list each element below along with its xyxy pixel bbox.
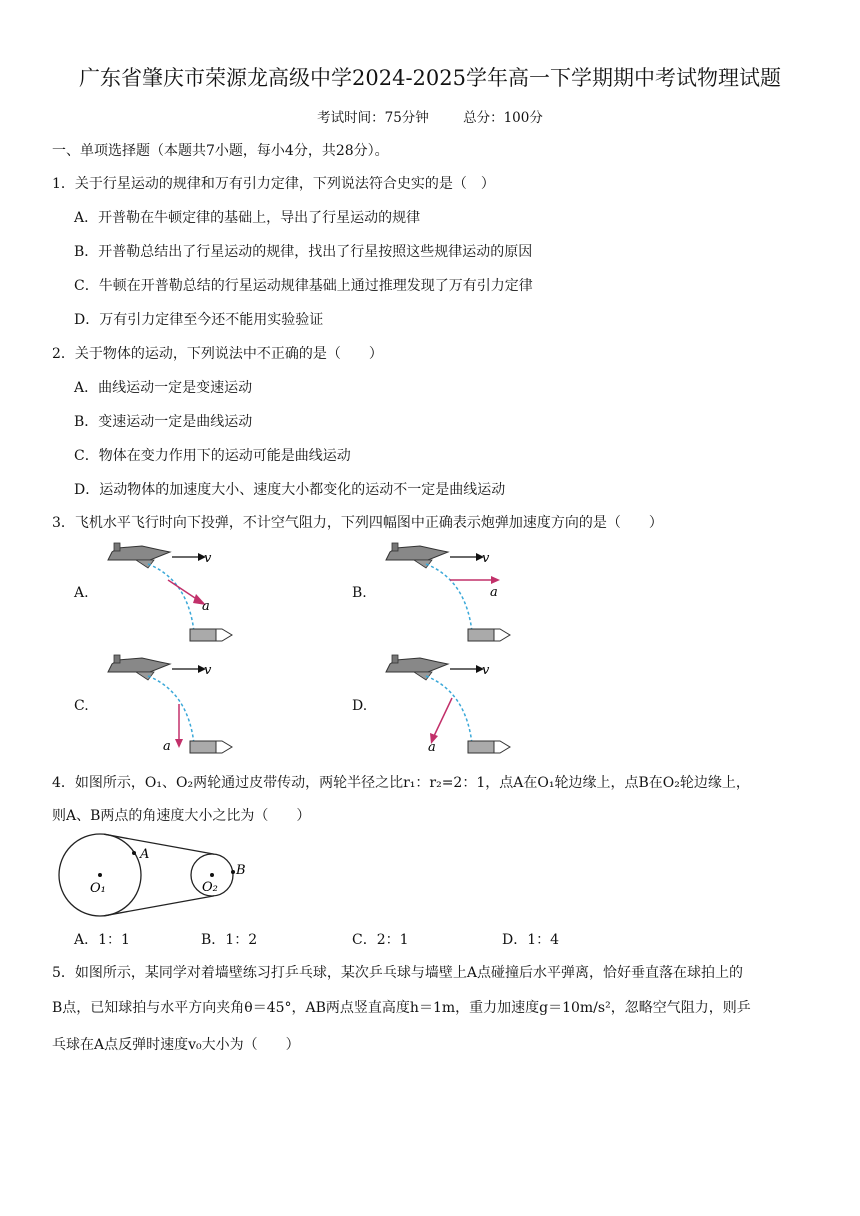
label-a: A: [140, 847, 150, 862]
acceleration-label: a: [428, 740, 436, 755]
q4-option-d: D．1：4: [502, 932, 560, 948]
q3-figure-d: [378, 652, 518, 762]
acceleration-label: a: [163, 739, 171, 754]
belt-bottom: [104, 896, 214, 916]
velocity-label: v: [204, 551, 212, 566]
q5-line2: B点，已知球拍与水平方向夹角θ＝45°，AB两点竖直高度h＝1m，重力加速度g＝10m/s²，忽略空气阻力，则乒: [52, 1000, 751, 1016]
belt-top: [104, 834, 214, 854]
q1-option-c: C．牛顿在开普勒总结的行星运动规律基础上通过推理发现了万有引力定律: [74, 278, 533, 294]
label-o1: O₁: [90, 881, 106, 896]
q2-stem: 2．关于物体的运动，下列说法中不正确的是（ ）: [52, 346, 383, 362]
page-title: 广东省肇庆市荣源龙高级中学2024-2025学年高一下学期期中考试物理试题: [79, 66, 781, 90]
q3-label-d: D.: [352, 698, 368, 714]
trajectory-curve: [148, 676, 194, 744]
acceleration-label: a: [490, 585, 498, 600]
velocity-label: v: [482, 551, 490, 566]
q2-option-d: D．运动物体的加速度大小、速度大小都变化的运动不一定是曲线运动: [74, 482, 506, 498]
q3-figure-b: [378, 540, 518, 650]
q2-option-b: B．变速运动一定是曲线运动: [74, 414, 253, 430]
q4-option-a: A．1：1: [74, 932, 130, 948]
q4-option-b: B．1：2: [201, 932, 258, 948]
q5-line1: 5．如图所示，某同学对着墙壁练习打乒乓球，某次乒乓球与墙壁上A点碰撞后水平弹离，恰好垂直落在球拍上的: [52, 965, 744, 981]
trajectory-curve: [148, 564, 194, 632]
section-heading: 一、单项选择题（本题共7小题，每小4分，共28分）。: [52, 143, 389, 159]
bomb-icon: [190, 741, 232, 753]
q4-stem-line2: 则A、B两点的角速度大小之比为（ ）: [52, 808, 311, 824]
q4-belt-figure: [52, 828, 262, 923]
bomb-icon: [190, 629, 232, 641]
label-o2: O₂: [202, 880, 218, 895]
exam-time: 考试时间：75分钟: [317, 110, 429, 126]
q3-figure-a: [100, 540, 240, 650]
q1-option-b: B．开普勒总结出了行星运动的规律，找出了行星按照这些规律运动的原因: [74, 244, 533, 260]
airplane-icon: [386, 543, 448, 568]
q3-label-a: A.: [74, 585, 89, 601]
q1-option-d: D．万有引力定律至今还不能用实验验证: [74, 312, 324, 328]
bomb-icon: [468, 629, 510, 641]
q1-option-a: A．开普勒在牛顿定律的基础上，导出了行星运动的规律: [74, 210, 421, 226]
airplane-icon: [108, 655, 170, 680]
trajectory-curve: [426, 564, 472, 632]
q3-label-b: B.: [352, 585, 367, 601]
q2-option-a: A．曲线运动一定是变速运动: [74, 380, 253, 396]
label-b: B: [236, 863, 246, 878]
acceleration-arrow: [168, 580, 198, 600]
q4-option-c: C．2：1: [352, 932, 409, 948]
exam-score: 总分：100分: [463, 110, 543, 126]
acceleration-arrow: [434, 698, 452, 736]
velocity-label: v: [482, 663, 490, 678]
airplane-icon: [386, 655, 448, 680]
q1-stem: 1．关于行星运动的规律和万有引力定律，下列说法符合史实的是（ ）: [52, 176, 495, 192]
q5-line3: 乓球在A点反弹时速度v₀大小为（ ）: [52, 1037, 300, 1053]
trajectory-curve: [426, 676, 472, 744]
q3-label-c: C.: [74, 698, 89, 714]
q2-option-c: C．物体在变力作用下的运动可能是曲线运动: [74, 448, 351, 464]
q3-figure-c: [100, 652, 240, 762]
point-a: [132, 851, 136, 855]
exam-info: [0, 106, 860, 126]
q3-stem: 3．飞机水平飞行时向下投弹，不计空气阻力，下列四幅图中正确表示炮弹加速度方向的是（ ）: [52, 515, 663, 531]
bomb-icon: [468, 741, 510, 753]
velocity-label: v: [204, 663, 212, 678]
q4-stem-line1: 4．如图所示，O₁、O₂两轮通过皮带传动，两轮半径之比r₁：r₂=2：1，点A在O₁轮边缘上，点B在O₂轮边缘上，: [52, 775, 750, 791]
airplane-icon: [108, 543, 170, 568]
acceleration-label: a: [202, 599, 210, 614]
point-b: [231, 870, 235, 874]
